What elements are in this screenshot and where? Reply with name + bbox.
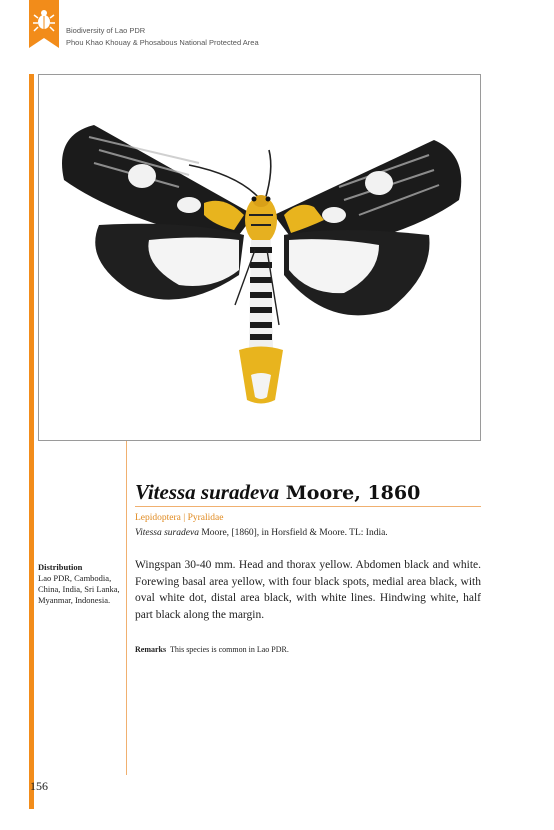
beetle-icon xyxy=(29,0,59,48)
order-name: Lepidoptera xyxy=(135,513,181,523)
page-number: 156 xyxy=(30,779,48,793)
column-divider xyxy=(126,441,127,775)
moth-specimen-icon xyxy=(39,75,480,440)
header-badge xyxy=(29,0,59,48)
header-line-2: Phou Khao Khouay & Phosabous National Protected Area xyxy=(66,38,259,47)
header-line-1: Biodiversity of Lao PDR xyxy=(66,26,146,35)
specimen-photo xyxy=(38,74,481,441)
distribution-text: Lao PDR, Cambodia, China, India, Sri Lanka, Myanmar, Indonesia. xyxy=(38,573,120,605)
citation-line xyxy=(135,528,388,538)
remarks xyxy=(135,645,289,654)
species-description: Wingspan 30-40 mm. Head and thorax yellow. Abdomen black and white. Forewing basal area yellow, with four black spots, medial area black, with oval white dot, distal area black, with white lines. Hindwing white, half part black along the margin. xyxy=(135,559,481,621)
distribution-heading: Distribution xyxy=(38,562,83,572)
taxonomy-line xyxy=(135,513,223,523)
title-rule xyxy=(135,506,481,507)
species-title xyxy=(135,480,420,505)
species-binomial: Vitessa suradeva xyxy=(135,480,280,504)
citation-text: Moore, [1860], in Horsfield & Moore. TL: India. xyxy=(201,528,388,538)
taxon-separator: | xyxy=(183,513,186,523)
family-name: Pyralidae xyxy=(187,513,224,523)
species-author: Moore, 1860 xyxy=(285,482,421,504)
running-header xyxy=(66,25,259,49)
remarks-text: This species is common in Lao PDR. xyxy=(169,645,289,654)
citation-name: Vitessa suradeva xyxy=(135,528,199,538)
remarks-label: Remarks xyxy=(135,645,167,654)
accent-bar xyxy=(29,74,34,809)
